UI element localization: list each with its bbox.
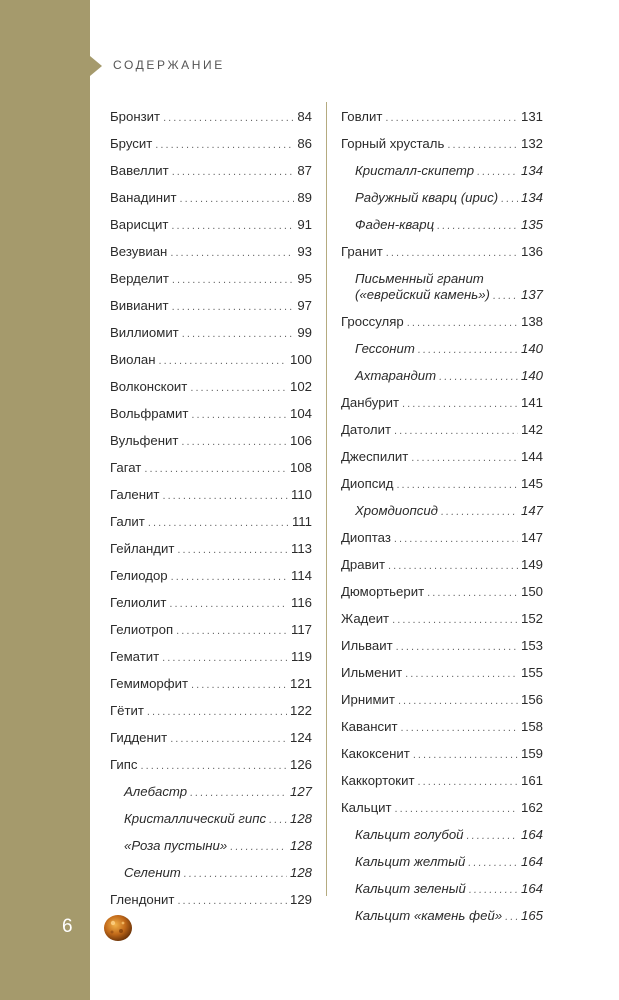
toc-entry-label: Дюмортьерит — [341, 584, 425, 599]
leader-dots — [407, 315, 518, 331]
sidebar-band — [0, 0, 90, 1000]
leader-dots — [468, 855, 518, 871]
leader-dots — [385, 110, 518, 126]
amber-gem-icon — [103, 914, 133, 942]
toc-page-number: 155 — [520, 665, 543, 680]
toc-entry — [341, 390, 543, 417]
toc-entry-label: Варисцит — [110, 217, 169, 232]
toc-entry-label: Верделит — [110, 271, 169, 286]
toc-page-number: 161 — [520, 773, 543, 788]
toc-entry-label-cont: («еврейский камень») — [355, 287, 490, 302]
toc-entry — [110, 671, 312, 698]
toc-page-number: 132 — [520, 136, 543, 151]
toc-page-number: 145 — [520, 476, 543, 491]
toc-entry-label: Ильваит — [341, 638, 393, 653]
toc-page-number: 114 — [290, 568, 312, 583]
toc-entry — [110, 563, 312, 590]
leader-dots — [230, 839, 287, 855]
toc-entry-label: Гётит — [110, 703, 144, 718]
toc-page-number: 122 — [289, 703, 312, 718]
toc-entry — [110, 887, 312, 914]
toc-subentry — [341, 185, 543, 212]
toc-page-number: 153 — [520, 638, 543, 653]
toc-entry-label: Дравит — [341, 557, 386, 572]
toc-subentry — [110, 833, 312, 860]
toc-entry-label: Джеспилит — [341, 449, 409, 464]
toc-page-number: 164 — [520, 854, 543, 869]
toc-page-number: 108 — [289, 460, 312, 475]
toc-page-number: 152 — [520, 611, 543, 626]
section-title: СОДЕРЖАНИЕ — [113, 58, 225, 72]
toc-entry-label: Виолан — [110, 352, 156, 367]
toc-entry-label: Фаден-кварц — [355, 217, 435, 232]
toc-page-number: 136 — [520, 244, 543, 259]
toc-page-number: 91 — [297, 217, 312, 232]
toc-page-number: 110 — [290, 487, 312, 502]
leader-dots — [469, 882, 518, 898]
toc-entry-label: Бронзит — [110, 109, 161, 124]
toc-page-number: 128 — [289, 838, 312, 853]
toc-page-number: 127 — [289, 784, 312, 799]
toc-entry — [110, 752, 312, 779]
toc-entry — [110, 320, 312, 347]
toc-entry — [341, 309, 543, 336]
toc-entry-label: Письменный гранит — [355, 271, 484, 286]
leader-dots — [396, 639, 518, 655]
leader-dots — [398, 693, 518, 709]
toc-entry — [110, 347, 312, 374]
toc-entry-label: Кристалл-скипетр — [355, 163, 475, 178]
toc-page-number: 106 — [289, 433, 312, 448]
toc-entry-label: Диоптаз — [341, 530, 391, 545]
toc-entry — [341, 417, 543, 444]
toc-page-number: 93 — [297, 244, 312, 259]
toc-entry — [110, 293, 312, 320]
toc-entry-label: Везувиан — [110, 244, 168, 259]
toc-entry-label: Гидденит — [110, 730, 168, 745]
toc-page-number: 150 — [520, 584, 543, 599]
toc-entry-label: Глендонит — [110, 892, 175, 907]
toc-page-number: 142 — [520, 422, 543, 437]
page-number: 6 — [62, 916, 73, 937]
toc-entry-label: Гемиморфит — [110, 676, 189, 691]
toc-entry-label: Вавеллит — [110, 163, 169, 178]
toc-page-number: 147 — [520, 503, 543, 518]
leader-dots — [395, 801, 518, 817]
toc-entry — [110, 725, 312, 752]
toc-entry — [341, 741, 543, 768]
toc-entry-label: Волконскоит — [110, 379, 188, 394]
leader-dots — [181, 434, 287, 450]
leader-dots — [182, 326, 295, 342]
toc-page-number: 87 — [297, 163, 312, 178]
toc-entry-label: Гематит — [110, 649, 160, 664]
toc-page-number: 100 — [289, 352, 312, 367]
leader-dots — [394, 531, 518, 547]
toc-page-number: 164 — [520, 881, 543, 896]
toc-page-number: 99 — [297, 325, 312, 340]
leader-dots — [501, 191, 518, 207]
toc-entry — [110, 185, 312, 212]
leader-dots — [437, 218, 518, 234]
leader-dots — [190, 380, 287, 396]
toc-subentry — [341, 498, 543, 525]
toc-entry-label: Гейландит — [110, 541, 175, 556]
toc-entry-label: Кальцит — [341, 800, 392, 815]
toc-page-number: 156 — [520, 692, 543, 707]
toc-entry-label: Селенит — [124, 865, 181, 880]
toc-page-number: 113 — [290, 541, 312, 556]
leader-dots — [148, 515, 289, 531]
toc-entry-label: Гроссуляр — [341, 314, 404, 329]
leader-dots — [427, 585, 518, 601]
toc-page-number: 89 — [297, 190, 312, 205]
leader-dots — [269, 812, 287, 828]
toc-page-number: 119 — [290, 649, 312, 664]
toc-entry — [110, 131, 312, 158]
toc-entry-label: Вульфенит — [110, 433, 179, 448]
toc-page-number: 140 — [520, 341, 543, 356]
toc-entry-label: Кальцит желтый — [355, 854, 466, 869]
toc-entry — [110, 482, 312, 509]
toc-entry — [341, 579, 543, 606]
leader-dots — [180, 191, 295, 207]
toc-entry-label: «Роза пустыни» — [124, 838, 228, 853]
toc-page-number: 159 — [520, 746, 543, 761]
toc-subentry — [110, 860, 312, 887]
toc-entry-label: Гелиодор — [110, 568, 168, 583]
toc-entry — [341, 633, 543, 660]
toc-page-number: 126 — [289, 757, 312, 772]
leader-dots — [176, 623, 288, 639]
toc-page-number: 141 — [520, 395, 543, 410]
toc-page-number: 97 — [297, 298, 312, 313]
toc-page-number: 95 — [297, 271, 312, 286]
toc-entry-label: Датолит — [341, 422, 392, 437]
toc-entry-label: Ванадинит — [110, 190, 177, 205]
toc-page-number: 137 — [520, 287, 543, 302]
toc-entry-label: Ильменит — [341, 665, 403, 680]
toc-entry-label: Галенит — [110, 487, 160, 502]
toc-entry-label: Ирнимит — [341, 692, 395, 707]
toc-page-number: 84 — [297, 109, 312, 124]
leader-dots — [172, 272, 294, 288]
leader-dots — [402, 396, 518, 412]
toc-entry — [110, 239, 312, 266]
toc-entry — [110, 644, 312, 671]
toc-entry — [341, 104, 543, 131]
toc-entry-label: Хромдиопсид — [355, 503, 438, 518]
toc-entry-label: Говлит — [341, 109, 383, 124]
toc-entry — [341, 131, 543, 158]
toc-page-number: 144 — [520, 449, 543, 464]
toc-page-number: 86 — [297, 136, 312, 151]
leader-dots — [405, 666, 518, 682]
toc-entry-label: Диопсид — [341, 476, 394, 491]
toc-entry-label: Вольфрамит — [110, 406, 189, 421]
toc-subentry — [341, 849, 543, 876]
toc-page-number: 111 — [291, 514, 312, 529]
toc-entry — [110, 509, 312, 536]
leader-dots — [411, 450, 518, 466]
leader-dots — [155, 137, 294, 153]
toc-subentry — [341, 822, 543, 849]
toc-page-number: 104 — [289, 406, 312, 421]
toc-entry — [110, 617, 312, 644]
toc-entry — [110, 401, 312, 428]
leader-dots — [162, 488, 288, 504]
leader-dots — [386, 245, 518, 261]
toc-page-number: 134 — [520, 190, 543, 205]
toc-entry — [341, 239, 543, 266]
toc-entry — [341, 795, 543, 822]
toc-entry-label: Гипс — [110, 757, 138, 772]
toc-entry-label: Каккортокит — [341, 773, 415, 788]
toc-entry-label: Кальцит «камень фей» — [355, 908, 503, 923]
leader-dots — [418, 342, 518, 358]
toc-subentry — [110, 779, 312, 806]
toc-entry-label: Кальцит голубой — [355, 827, 464, 842]
leader-dots — [177, 893, 287, 909]
toc-page-number: 134 — [520, 163, 543, 178]
toc-entry — [110, 212, 312, 239]
toc-entry-label: Ахтарандит — [355, 368, 437, 383]
leader-dots — [147, 704, 287, 720]
toc-entry-label: Вивианит — [110, 298, 169, 313]
toc-subentry — [341, 212, 543, 239]
leader-dots — [392, 612, 518, 628]
leader-dots — [171, 569, 288, 585]
toc-entry — [110, 590, 312, 617]
toc-entry-label: Гелиолит — [110, 595, 167, 610]
leader-dots — [191, 407, 287, 423]
toc-entry-label: Гагат — [110, 460, 142, 475]
toc-subentry — [341, 266, 543, 309]
toc-entry-line2 — [355, 287, 543, 304]
leader-dots — [163, 110, 294, 126]
toc-entry — [110, 536, 312, 563]
toc-subentry — [341, 363, 543, 390]
leader-dots — [190, 785, 287, 801]
leader-dots — [493, 288, 518, 304]
toc-subentry — [341, 903, 543, 930]
leader-dots — [171, 218, 294, 234]
toc-page-number: 165 — [520, 908, 543, 923]
toc-entry-label: Алебастр — [124, 784, 188, 799]
toc-entry — [341, 552, 543, 579]
leader-dots — [184, 866, 287, 882]
toc-entry — [341, 660, 543, 687]
leader-dots — [170, 245, 294, 261]
leader-dots — [401, 720, 518, 736]
toc-page-number: 124 — [289, 730, 312, 745]
toc-page-number: 138 — [520, 314, 543, 329]
toc-entry — [341, 471, 543, 498]
toc-left-column — [110, 104, 312, 914]
leader-dots — [388, 558, 518, 574]
toc-entry-label: Гранит — [341, 244, 383, 259]
toc-entry — [341, 714, 543, 741]
toc-entry-label: Кальцит зеленый — [355, 881, 466, 896]
toc-subentry — [341, 876, 543, 903]
toc-page-number: 102 — [289, 379, 312, 394]
toc-page-number: 116 — [290, 595, 312, 610]
toc-entry-label: Радужный кварц (ирис) — [355, 190, 499, 205]
toc-page-number: 128 — [289, 865, 312, 880]
leader-dots — [144, 461, 287, 477]
leader-dots — [396, 477, 518, 493]
leader-dots — [441, 504, 518, 520]
leader-dots — [505, 909, 518, 925]
toc-entry-label: Гессонит — [355, 341, 415, 356]
leader-dots — [467, 828, 518, 844]
toc-page-number: 117 — [290, 622, 312, 637]
toc-entry-label: Кавансит — [341, 719, 398, 734]
toc-subentry — [341, 336, 543, 363]
toc-entry-label: Брусит — [110, 136, 153, 151]
toc-page-number: 158 — [520, 719, 543, 734]
leader-dots — [413, 747, 518, 763]
toc-entry — [110, 104, 312, 131]
toc-page-number: 149 — [520, 557, 543, 572]
toc-entry — [110, 455, 312, 482]
toc-entry-label: Горный хрусталь — [341, 136, 445, 151]
toc-page-number: 121 — [289, 676, 312, 691]
toc-page-number: 129 — [289, 892, 312, 907]
sidebar-notch — [90, 56, 102, 76]
toc-entry-label: Данбурит — [341, 395, 399, 410]
toc-entry-label: Какоксенит — [341, 746, 410, 761]
toc-page-number: 164 — [520, 827, 543, 842]
leader-dots — [394, 423, 518, 439]
leader-dots — [170, 731, 287, 747]
toc-entry — [341, 687, 543, 714]
toc-page-number: 131 — [520, 109, 543, 124]
leader-dots — [169, 596, 288, 612]
toc-entry — [341, 768, 543, 795]
toc-subentry — [110, 806, 312, 833]
toc-page-number: 147 — [520, 530, 543, 545]
leader-dots — [159, 353, 287, 369]
toc-entry — [341, 606, 543, 633]
toc-entry — [341, 444, 543, 471]
column-divider — [326, 102, 327, 896]
leader-dots — [162, 650, 288, 666]
leader-dots — [447, 137, 518, 153]
toc-right-column — [341, 104, 543, 930]
toc-entry-label: Кристаллический гипс — [124, 811, 267, 826]
leader-dots — [172, 164, 295, 180]
toc-page-number: 135 — [520, 217, 543, 232]
toc-entry — [110, 428, 312, 455]
toc-page-number: 140 — [520, 368, 543, 383]
toc-page-number: 162 — [520, 800, 543, 815]
leader-dots — [439, 369, 518, 385]
toc-entry-label: Гелиотроп — [110, 622, 174, 637]
toc-entry — [110, 158, 312, 185]
leader-dots — [477, 164, 518, 180]
leader-dots — [417, 774, 518, 790]
toc-entry-label: Жадеит — [341, 611, 390, 626]
leader-dots — [141, 758, 287, 774]
toc-entry-label: Галит — [110, 514, 145, 529]
leader-dots — [172, 299, 295, 315]
toc-entry — [110, 266, 312, 293]
toc-entry — [110, 698, 312, 725]
toc-subentry — [341, 158, 543, 185]
toc-page-number: 128 — [289, 811, 312, 826]
toc-entry — [341, 525, 543, 552]
leader-dots — [177, 542, 288, 558]
leader-dots — [191, 677, 287, 693]
toc-entry — [110, 374, 312, 401]
toc-entry-label: Виллиомит — [110, 325, 179, 340]
